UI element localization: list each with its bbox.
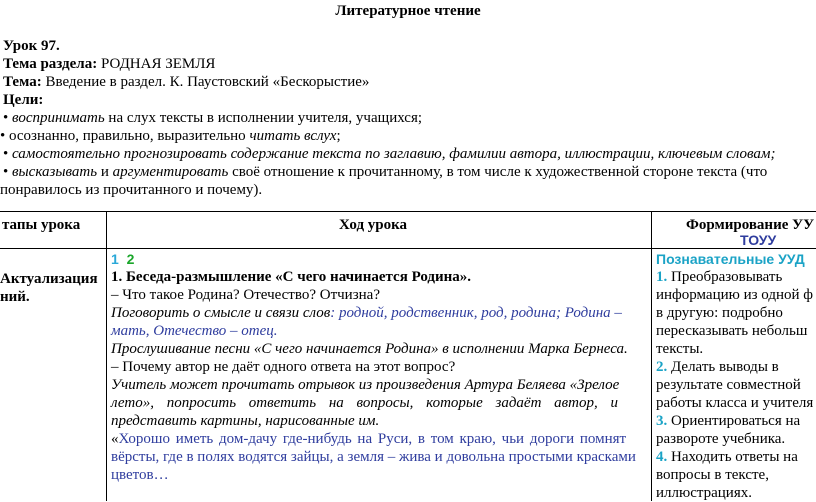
formation-item-3	[656, 412, 800, 430]
course-song: Прослушивание песни «С чего начинается Родина» в исполнении Марка Бернеса.	[111, 341, 628, 357]
goal-4-verb1: высказывать	[12, 164, 98, 180]
header-formation: Формирование УУ	[686, 217, 815, 233]
formation-item-1-number: 1.	[656, 269, 668, 285]
formation-item-1-line-2: информацию из одной ф	[656, 287, 814, 303]
header-subheader: ТОУУ	[740, 232, 777, 248]
course-question-1: – Что такое Родина? Отечество? Отчизна?	[111, 287, 380, 303]
formation-item-4-number: 4.	[656, 449, 668, 465]
course-talk-words-2: мать, Отечество – отец.	[111, 323, 278, 339]
formation-item-1	[656, 268, 782, 286]
step-number-2: 2	[126, 251, 135, 267]
table-top-border	[0, 211, 816, 212]
goal-1-verb: воспринимать	[12, 110, 105, 126]
topic-line	[3, 73, 369, 91]
course-talk-words: : родной, родственник, род, родина; Родина –	[330, 305, 622, 321]
course-talk	[111, 304, 622, 322]
formation-item-1-line-5: тексты.	[656, 341, 704, 357]
document-title: Литературное чтение	[335, 3, 481, 19]
goal-2	[0, 127, 341, 145]
goal-2-end: ;	[336, 128, 341, 144]
formation-item-2-line-3: работы класса и учителя	[656, 395, 814, 411]
quote-line-2: вёрсты, где в полях водятся зайцы, а земля – жива и довольна простыми красками	[111, 449, 636, 465]
table-header-border	[0, 248, 816, 249]
stage-line-1: Актуализация	[0, 271, 98, 287]
course-heading: 1. Беседа-размышление «С чего начинается Родина».	[111, 269, 472, 285]
section-line	[3, 55, 215, 73]
formation-item-3-text: Ориентироваться на	[667, 413, 801, 429]
goal-4-continued: понравилось из прочитанного и почему).	[0, 182, 263, 198]
goal-1-text: на слух тексты в исполнении учителя, учащихся;	[104, 110, 423, 126]
goal-4-text: своё отношение к прочитанному, в том числе к художественной стороне текста (что	[228, 164, 768, 180]
formation-item-3-number: 3.	[656, 413, 668, 429]
formation-item-4-line-2: вопросы в тексте,	[656, 467, 769, 483]
formation-item-4-text: Находить ответы на	[667, 449, 798, 465]
quote-open-mark: «	[111, 431, 119, 447]
lesson-number: Урок 97.	[3, 38, 60, 54]
section-value: РОДНАЯ ЗЕМЛЯ	[97, 56, 216, 72]
goal-2-start: • осознанно, правильно, выразительно	[0, 128, 250, 144]
stage-line-2: ний.	[0, 289, 30, 305]
goal-4-verb2: аргументировать	[112, 164, 229, 180]
goal-3: • самостоятельно прогнозировать содержание текста по заглавию, фамилии автора, иллюстрации, ключевым словам;	[3, 146, 776, 162]
formation-item-2-number: 2.	[656, 359, 668, 375]
goal-3-text: самостоятельно прогнозировать содержание текста по заглавию, фамилии автора, иллюстрации, ключевым словам;	[12, 146, 776, 162]
course-talk-instruction: Поговорить о смысле и связи слов	[111, 305, 331, 321]
step-number-1: 1	[111, 251, 119, 267]
section-label: Тема раздела:	[3, 56, 98, 72]
header-stages: тапы урока	[2, 217, 81, 233]
course-teacher-1: Учитель может прочитать отрывок из произведения Артура Беляева «Зрелое	[111, 377, 620, 393]
goal-2-verb: читать вслух	[249, 128, 337, 144]
formation-heading: Познавательные УУД	[656, 251, 805, 267]
formation-item-1-text: Преобразовывать	[667, 269, 783, 285]
formation-item-1-line-3: в другую: подробно	[656, 305, 783, 321]
goal-1: • воспринимать на слух тексты в исполнении учителя, учащихся;	[3, 110, 423, 126]
quote-line-1: Хорошо иметь дом-дачу где-нибудь на Руси, в том краю, чьи дороги помнят	[118, 431, 627, 447]
column-divider-1	[106, 211, 107, 501]
course-quote-1	[111, 430, 626, 448]
quote-line-3: цветов…	[111, 467, 169, 483]
topic-value: Введение в раздел. К. Паустовский «Бескорыстие»	[41, 74, 370, 90]
formation-item-2-text: Делать выводы в	[667, 359, 779, 375]
formation-item-4-line-3: иллюстрациях.	[656, 485, 752, 501]
formation-item-3-line-2: развороте учебника.	[656, 431, 786, 447]
course-teacher-3: представить картины, нарисованные им.	[111, 413, 380, 429]
formation-item-2	[656, 358, 779, 376]
formation-item-4	[656, 448, 798, 466]
course-question-2: – Почему автор не даёт одного ответа на этот вопрос?	[111, 359, 456, 375]
step-numbers	[111, 250, 134, 268]
goal-4: • высказывать и аргументировать своё отношение к прочитанному, в том числе к художественной стороне текста (что	[3, 164, 768, 180]
goal-4-mid: и	[97, 164, 113, 180]
formation-item-2-line-2: результате совместной	[656, 377, 801, 393]
topic-label: Тема:	[3, 74, 42, 90]
course-teacher-2: лето», попросить ответить на вопросы, которые задаёт автор, и	[111, 395, 619, 411]
column-divider-2	[651, 211, 652, 501]
header-course: Ход урока	[339, 217, 408, 233]
goals-label: Цели:	[3, 92, 44, 108]
formation-item-1-line-4: пересказывать небольш	[656, 323, 808, 339]
